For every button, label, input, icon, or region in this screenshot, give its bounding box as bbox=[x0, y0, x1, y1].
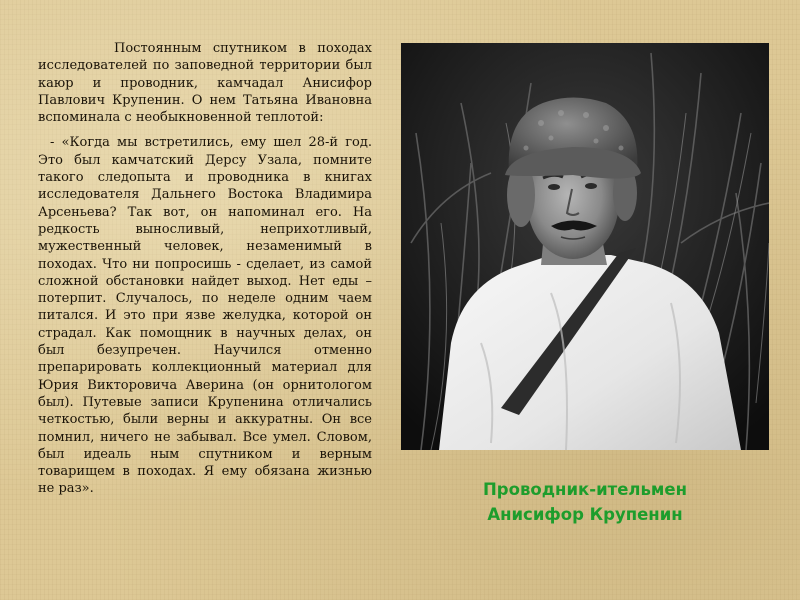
quote-paragraph: - «Когда мы встретились, ему шел 28-й год. Это был камчатский Дерсу Узала, помните такого следопыта и проводника в книгах исследователя Дальнего Востока Владимира Арсеньева? Так вот, он напоминал его. На редкость выносливый, неприхотливый, мужественный человек, незаменимый в походах. Что ни попросишь - сделает, из самой сложной обстановки найдет выход. Нет еды – потерпит. Случалось, по неделе одним чаем питался. И это при язве желудка, которой он страдал. Как помощник в научных делах, он был безупречен. Научился отменно препарировать коллекционный материал для Юрия Викторовича Аверина (он орнитологом был). Путевые записи Крупенина отличались четкостью, были верны и аккуратны. Он все помнил, ничего не забывал. Все умел. Словом, был идеаль ным спутником и верным товарищем в походах. Я ему обязана жизнью не раз». bbox=[38, 135, 372, 497]
portrait-photo bbox=[401, 43, 769, 450]
intro-paragraph: Постоянным спутником в походах исследователей по заповедной территории был каюр и проводник, камчадал Анисифор Павлович Крупенин. О нем Татьяна Ивановна вспоминала с необыкновенной теплотой: bbox=[38, 41, 372, 126]
photo-caption bbox=[410, 477, 760, 527]
portrait-illustration bbox=[401, 43, 769, 450]
caption-line-2: Анисифор Крупенин bbox=[487, 505, 683, 524]
caption-line-1: Проводник-ительмен bbox=[483, 480, 687, 499]
article-text bbox=[38, 40, 372, 498]
